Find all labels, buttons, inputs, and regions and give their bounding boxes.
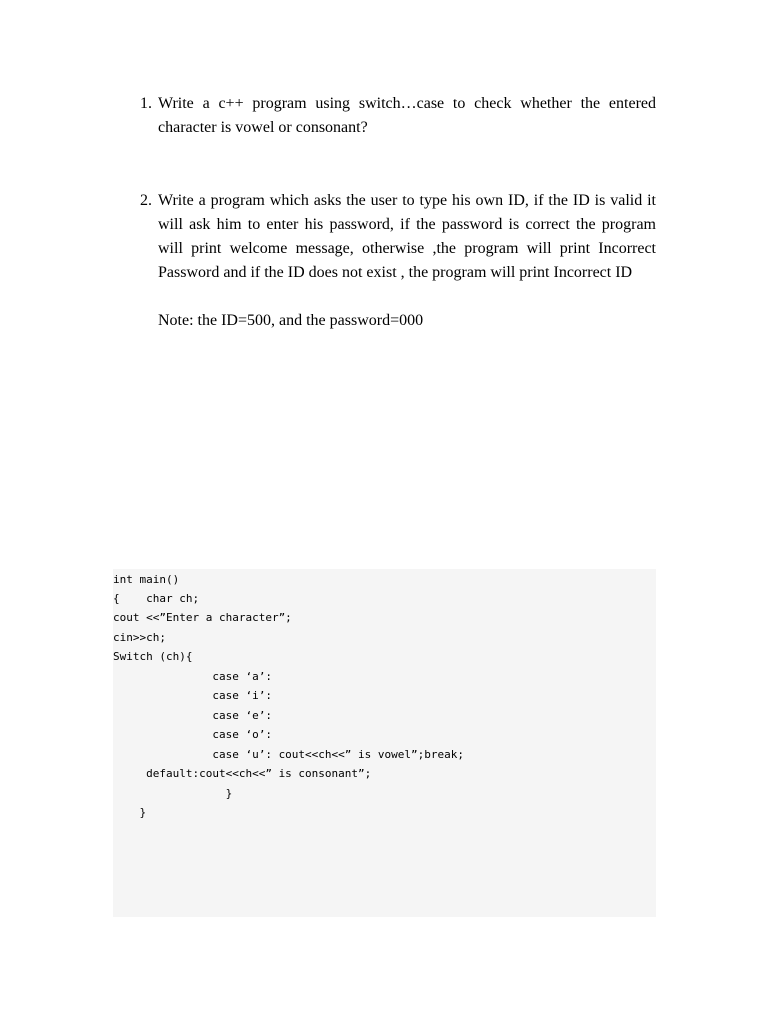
code-line: Switch (ch){ [113, 650, 193, 663]
code-line: } [113, 806, 147, 819]
code-line: case ‘a’: [113, 670, 272, 683]
code-line: default:cout<<ch<<” is consonant”; [113, 767, 372, 780]
question-2 [130, 189, 656, 333]
code-line: { char ch; [113, 592, 200, 605]
code-block [113, 569, 656, 917]
question-number: 1. [140, 95, 152, 112]
code-line: cout <<”Enter a character”; [113, 611, 292, 624]
code-line: cin>>ch; [113, 631, 166, 644]
question-text: Write a program which asks the user to type his own ID, if the ID is valid it will ask him to enter his password, if the password is correct the program will print welcome message, otherwise ,the program will print Incorrect Password and if the ID does not exist , the program will print Incorrect ID [158, 192, 656, 281]
question-1 [130, 92, 656, 140]
question-number: 2. [140, 192, 152, 209]
code-line: case ‘o’: [113, 728, 272, 741]
code-line: case ‘i’: [113, 689, 272, 702]
code-line: int main() [113, 573, 180, 586]
code-line: case ‘u’: cout<<ch<<” is vowel”;break; [113, 748, 464, 761]
code-line: case ‘e’: [113, 709, 272, 722]
question-note: Note: the ID=500, and the password=000 [158, 312, 424, 329]
question-text: Write a c++ program using switch…case to check whether the entered character is vowel or consonant? [158, 95, 656, 136]
code-line: } [113, 787, 233, 800]
